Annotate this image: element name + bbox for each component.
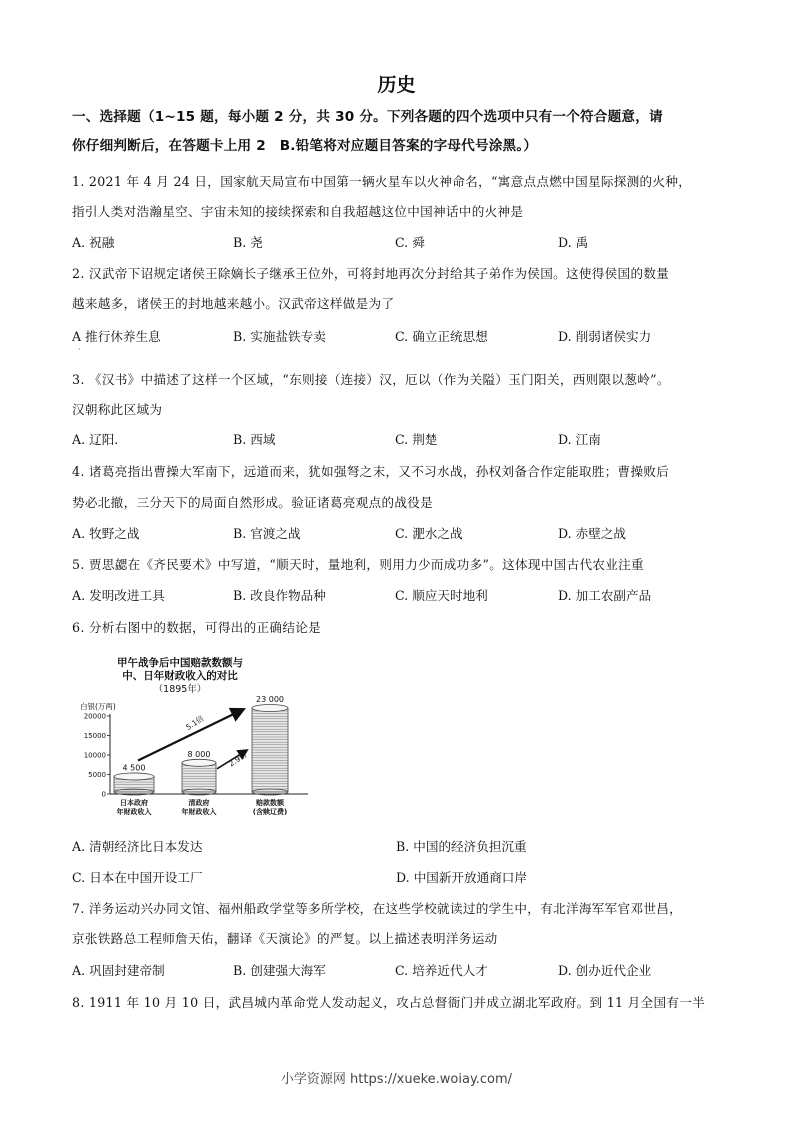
q4-option-b: B. 官渡之战	[233, 526, 301, 541]
q7-line-2: 京张铁路总工程师詹天佑，翻译《天演论》的严复。以上描述表明洋务运动	[72, 931, 498, 946]
q3-line-1: 3. 《汉书》中描述了这样一个区域，“东则接（连接）汉，厄以（作为关隘）玉门阳关，西则限以葱岭”。	[72, 372, 670, 387]
q7-option-b: B. 创建强大海军	[233, 963, 326, 978]
q3-options	[72, 430, 728, 450]
q2-options	[72, 327, 728, 347]
q2-line-1: 2. 汉武帝下诏规定诸侯王除嫡长子继承王位外，可将封地再次分封给其子弟作为侯国。这使得侯国的数量	[72, 266, 670, 281]
q4-options	[72, 524, 728, 544]
q5-line-1: 5. 贾思勰在《齐民要术》中写道，“顺天时，量地利，则用力少而成功多”。这体现中国古代农业注重	[72, 557, 644, 572]
q3-line-2: 汉朝称此区域为	[72, 402, 163, 417]
q1-option-b: B. 尧	[233, 235, 263, 250]
section-instructions	[72, 103, 728, 161]
footer-watermark: 小学资源网 https://xueke.woiay.com/	[280, 1072, 513, 1087]
y-tick-label-0: 0	[101, 790, 106, 799]
value-label-1: 8 000	[187, 749, 211, 759]
q2-option-d: D. 削弱诸侯实力	[558, 329, 652, 344]
annotation-5-1x: 5.1倍	[184, 713, 206, 732]
y-tick-label-2: 10000	[83, 751, 106, 760]
q3-option-b: B. 西域	[233, 432, 276, 447]
q1-options	[72, 233, 728, 253]
chart-ylabel: 白银(万两)	[80, 702, 116, 711]
q6-option-c: C. 日本在中国开设工厂	[72, 870, 203, 885]
y-tick-label-4: 20000	[83, 712, 106, 721]
stray-mark: ·	[78, 345, 81, 354]
q4-option-d: D. 赤壁之战	[558, 526, 627, 541]
q2-line-2: 越来越多，诸侯王的封地越来越小。汉武帝这样做是为了	[72, 296, 395, 311]
section-line-2: 你仔细判断后，在答题卡上用 2 B.铅笔将对应题目答案的字母代号涂黑。）	[72, 138, 538, 154]
category-label-0-1: 年财政收入	[116, 808, 152, 816]
y-tick-label-3: 15000	[83, 732, 106, 740]
bar-0	[114, 773, 154, 795]
q3-option-a: A. 辽阳.	[72, 432, 119, 447]
value-label-2: 23 000	[256, 695, 284, 704]
q7-option-c: C. 培养近代人才	[395, 963, 488, 978]
bar-1	[182, 759, 216, 795]
category-label-2-1: (含赎辽费)	[252, 808, 288, 816]
category-label-0-0: 日本政府	[120, 799, 148, 807]
q5-option-a: A. 发明改进工具	[72, 588, 165, 603]
bar-body-1	[182, 763, 216, 792]
y-tick-label-1: 5000	[88, 771, 106, 779]
q6-line-1: 6. 分析右图中的数据，可得出的正确结论是	[72, 620, 322, 635]
q1-line-2: 指引人类对浩瀚星空、宇宙未知的接续探索和自我超越这位中国神话中的火神是	[72, 204, 524, 219]
chart-title-line-2: 中、日年财政收入的对比	[122, 670, 238, 682]
q2-option-a: A 推行休养生息	[72, 329, 161, 344]
bar-2	[252, 705, 288, 796]
q7-option-a: A. 巩固封建帝制	[72, 963, 165, 978]
q7-option-d: D. 创办近代企业	[558, 963, 652, 978]
q5-option-d: D. 加工农副产品	[558, 588, 652, 603]
q4-line-1: 4. 诸葛亮指出曹操大军南下，远道而来，犹如强弩之末，又不习水战，孙权刘备合作定能取胜；曹操败后	[72, 464, 670, 479]
category-label-1-1: 年财政收入	[181, 808, 217, 816]
bar-top-2	[252, 705, 288, 712]
annotation-2-9x: 2.9倍	[227, 750, 249, 769]
section-line-1: 一、选择题（1~15 题，每小题 2 分，共 30 分。下列各题的四个选项中只有一个符合题意，请	[72, 109, 663, 125]
q6-option-b: B. 中国的经济负担沉重	[396, 839, 527, 854]
page-title: 历史	[377, 74, 416, 96]
q1-option-c: C. 舜	[395, 235, 425, 250]
q3-option-c: C. 荆楚	[395, 432, 438, 447]
category-label-1-0: 清政府	[188, 799, 210, 807]
q5-option-c: C. 顺应天时地利	[395, 588, 488, 603]
indemnity-chart	[76, 652, 316, 828]
q4-option-a: A. 牧野之战	[72, 526, 140, 541]
chart-title-line-1: 甲午战争后中国赔款数额与	[117, 657, 243, 669]
category-label-2-0: 赔款数额	[256, 799, 284, 807]
q6-option-a: A. 清朝经济比日本发达	[72, 839, 203, 854]
chart-title-line-3: （1895年）	[153, 684, 207, 695]
bar-top-1	[182, 759, 216, 766]
q6-options-row-1	[72, 837, 728, 857]
q6-option-d: D. 中国新开放通商口岸	[396, 870, 527, 885]
q7-line-1: 7. 洋务运动兴办同文馆、福州船政学堂等多所学校，在这些学校就读过的学生中，有北洋海军军官邓世昌，	[72, 901, 683, 916]
value-label-0: 4 500	[122, 763, 146, 773]
q4-option-c: C. 淝水之战	[395, 526, 463, 541]
q1-line-1: 1. 2021 年 4 月 24 日，国家航天局宣布中国第一辆火星车以火神命名，“寓意点点燃中国星际探测的火种，	[72, 174, 692, 189]
q1-option-a: A. 祝融	[72, 235, 115, 250]
q5-options	[72, 586, 728, 606]
q8-line-1: 8. 1911 年 10 月 10 日，武昌城内革命党人发动起义，攻占总督衙门并成立湖北军政府。到 11 月全国有一半	[72, 995, 706, 1010]
bar-top-0	[114, 773, 154, 780]
q4-line-2: 势必北撤，三分天下的局面自然形成。验证诸葛亮观点的战役是	[72, 495, 434, 510]
q6-options-row-2	[72, 868, 728, 888]
q2-option-b: B. 实施盐铁专卖	[233, 329, 326, 344]
q1-option-d: D. 禹	[558, 235, 589, 250]
q2-option-c: C. 确立正统思想	[395, 329, 488, 344]
q7-options	[72, 961, 728, 981]
q3-option-d: D. 江南	[558, 432, 601, 447]
q5-option-b: B. 改良作物品种	[233, 588, 326, 603]
